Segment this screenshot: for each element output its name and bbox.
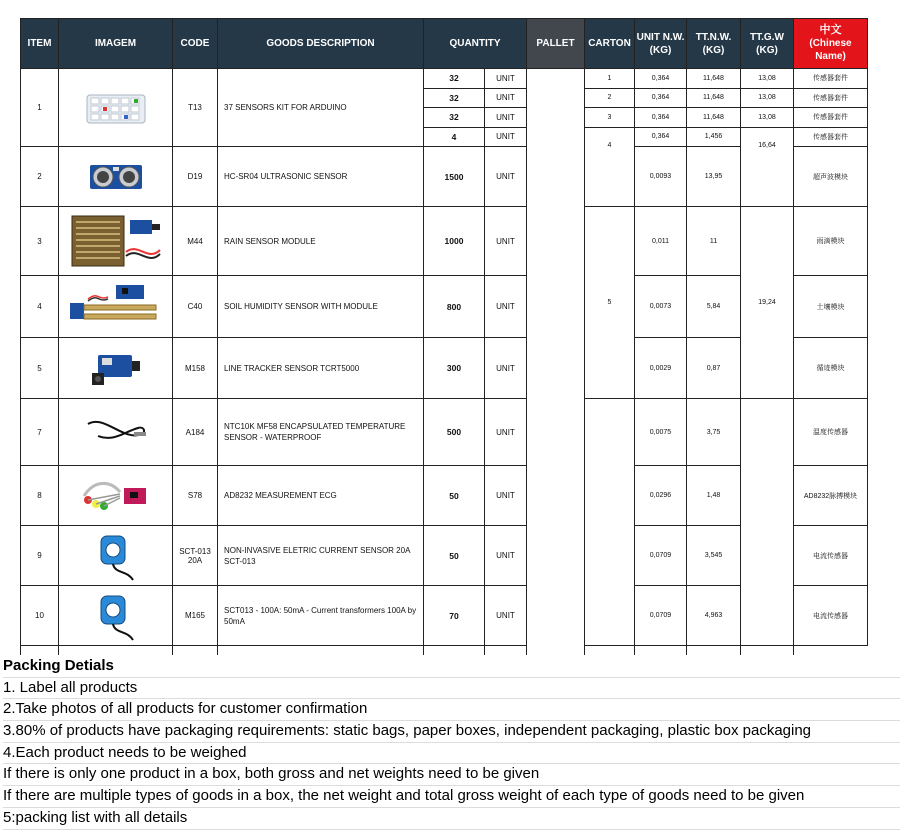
- total-gross-weight: 13,08: [741, 88, 794, 108]
- total-net-weight: 4,963: [687, 586, 741, 646]
- unit-net-weight: 0,0296: [635, 466, 687, 526]
- unit: UNIT: [485, 147, 527, 207]
- unit-net-weight: 0,364: [635, 69, 687, 89]
- soil-sensor-icon: [68, 281, 164, 333]
- gross-weight-cell: [741, 399, 794, 646]
- carton-number: 3: [585, 108, 635, 128]
- sensor-kit-box-icon: [83, 88, 149, 128]
- product-code: M165: [173, 586, 218, 646]
- chinese-name: 温度传感器: [794, 399, 868, 466]
- quantity: 300: [424, 338, 485, 399]
- total-net-weight: 0,87: [687, 338, 741, 399]
- packing-note: If there is only one product in a box, both gross and net weights need to be given: [3, 764, 900, 786]
- chinese-name: 电流传感器: [794, 586, 868, 646]
- total-net-weight: 1,48: [687, 466, 741, 526]
- total-net-weight: 1,456: [687, 127, 741, 147]
- chinese-name: 土壤模块: [794, 276, 868, 338]
- chinese-name: 循迹模块: [794, 338, 868, 399]
- col-carton: CARTON: [585, 19, 635, 69]
- item-number: 2: [21, 147, 59, 207]
- quantity: 32: [424, 88, 485, 108]
- packing-note: 3.80% of products have packaging requirements: static bags, paper boxes, independent packaging, plastic box packaging: [3, 721, 900, 743]
- total-net-weight: 11,648: [687, 88, 741, 108]
- table-row: [21, 338, 868, 399]
- total-net-weight: 11: [687, 207, 741, 276]
- table-row: [21, 147, 868, 207]
- product-code: A184: [173, 399, 218, 466]
- col-tt-nw: TT.N.W. (KG): [687, 19, 741, 69]
- packing-note: 5:packing list with all details: [3, 808, 900, 830]
- carton-number: 4: [585, 127, 635, 207]
- col-description: GOODS DESCRIPTION: [218, 19, 424, 69]
- total-net-weight: 3,545: [687, 526, 741, 586]
- quantity: 1000: [424, 207, 485, 276]
- line-tracker-icon: [88, 347, 144, 389]
- product-image: [59, 338, 173, 399]
- product-code: S78: [173, 466, 218, 526]
- table-row: [21, 399, 868, 466]
- col-unit-nw: UNIT N.W. (KG): [635, 19, 687, 69]
- packing-note: 2.Take photos of all products for customer confirmation: [3, 699, 900, 721]
- item-number: 4: [21, 276, 59, 338]
- quantity: 70: [424, 586, 485, 646]
- product-code: T13: [173, 69, 218, 147]
- packing-details: [3, 656, 900, 830]
- unit-net-weight: 0,364: [635, 88, 687, 108]
- packing-note: 4.Each product needs to be weighed: [3, 743, 900, 765]
- col-image: IMAGEM: [59, 19, 173, 69]
- carton-cell: [585, 399, 635, 646]
- product-description: NON-INVASIVE ELETRIC CURRENT SENSOR 20A SCT-013: [218, 526, 424, 586]
- quantity: 50: [424, 526, 485, 586]
- unit-net-weight: 0,0093: [635, 147, 687, 207]
- quantity: 800: [424, 276, 485, 338]
- pallet-cell: [527, 69, 585, 656]
- ecg-module-icon: [80, 476, 152, 516]
- quantity: 4: [424, 127, 485, 147]
- total-net-weight: 11,648: [687, 69, 741, 89]
- unit: UNIT: [485, 526, 527, 586]
- col-chinese-name: 中文 (Chinese Name): [794, 19, 868, 69]
- product-description: NTC10K MF58 ENCAPSULATED TEMPERATURE SENSOR - WATERPROOF: [218, 399, 424, 466]
- unit-net-weight: 0,0075: [635, 399, 687, 466]
- current-clamp-icon: [93, 590, 139, 642]
- unit: UNIT: [485, 127, 527, 147]
- total-net-weight: 13,95: [687, 147, 741, 207]
- chinese-name: 传感器套件: [794, 69, 868, 89]
- item-number: 1: [21, 69, 59, 147]
- product-code: M158: [173, 338, 218, 399]
- chinese-name: AD8232脉搏模块: [794, 466, 868, 526]
- product-image: [59, 586, 173, 646]
- chinese-name: 电流传感器: [794, 526, 868, 586]
- unit: UNIT: [485, 466, 527, 526]
- total-gross-weight: 19,24: [741, 207, 794, 399]
- product-image: [59, 466, 173, 526]
- unit: UNIT: [485, 586, 527, 646]
- chinese-name: 传感器套件: [794, 88, 868, 108]
- product-description: 37 SENSORS KIT FOR ARDUINO: [218, 69, 424, 147]
- chinese-name: 雨滴模块: [794, 207, 868, 276]
- product-code: M44: [173, 207, 218, 276]
- item-number: 3: [21, 207, 59, 276]
- unit-net-weight: 0,011: [635, 207, 687, 276]
- col-item: ITEM: [21, 19, 59, 69]
- total-gross-weight: 13,08: [741, 108, 794, 128]
- item-number: 5: [21, 338, 59, 399]
- product-image: [59, 207, 173, 276]
- item-number: 9: [21, 526, 59, 586]
- product-code: C40: [173, 276, 218, 338]
- header-row: [21, 19, 868, 69]
- unit: UNIT: [485, 338, 527, 399]
- unit-net-weight: 0,0029: [635, 338, 687, 399]
- col-tt-gw: TT.G.W (KG): [741, 19, 794, 69]
- table-row: [21, 69, 868, 89]
- quantity: 1500: [424, 147, 485, 207]
- unit: UNIT: [485, 207, 527, 276]
- unit-net-weight: 0,364: [635, 127, 687, 147]
- table-row: [21, 466, 868, 526]
- chinese-name: 传感器套件: [794, 127, 868, 147]
- product-image: [59, 276, 173, 338]
- total-net-weight: 3,75: [687, 399, 741, 466]
- product-description: LINE TRACKER SENSOR TCRT5000: [218, 338, 424, 399]
- unit: UNIT: [485, 276, 527, 338]
- carton-number: 5: [585, 207, 635, 399]
- table-row: [21, 586, 868, 646]
- product-description: HC-SR04 ULTRASONIC SENSOR: [218, 147, 424, 207]
- unit: UNIT: [485, 399, 527, 466]
- table-row: [21, 526, 868, 586]
- ultrasonic-sensor-icon: [88, 161, 144, 193]
- packing-list-table: [20, 18, 868, 655]
- product-description: SCT013 - 100A: 50mA - Current transformers 100A by 50mA: [218, 586, 424, 646]
- unit-net-weight: 0,0709: [635, 586, 687, 646]
- current-clamp-icon: [93, 530, 139, 582]
- packing-note: 1. Label all products: [3, 678, 900, 700]
- product-description: SOIL HUMIDITY SENSOR WITH MODULE: [218, 276, 424, 338]
- unit-net-weight: 0,364: [635, 108, 687, 128]
- product-image: [59, 526, 173, 586]
- product-description: RAIN SENSOR MODULE: [218, 207, 424, 276]
- quantity: 32: [424, 69, 485, 89]
- carton-number: 2: [585, 88, 635, 108]
- total-gross-weight: 13,08: [741, 69, 794, 89]
- col-code: CODE: [173, 19, 218, 69]
- col-quantity: QUANTITY: [424, 19, 527, 69]
- temperature-probe-icon: [84, 412, 148, 452]
- total-net-weight: 11,648: [687, 108, 741, 128]
- chinese-name: 超声波模块: [794, 147, 868, 207]
- item-number: 8: [21, 466, 59, 526]
- packing-note: If there are multiple types of goods in a box, the net weight and total gross weight of each type of goods need to be given: [3, 786, 900, 808]
- item-number: 10: [21, 586, 59, 646]
- table-row: [21, 646, 868, 656]
- unit: UNIT: [485, 88, 527, 108]
- product-code: D19: [173, 147, 218, 207]
- unit-net-weight: 0,0073: [635, 276, 687, 338]
- quantity: 500: [424, 399, 485, 466]
- total-gross-weight: 16,64: [741, 127, 794, 207]
- quantity: 50: [424, 466, 485, 526]
- unit: UNIT: [485, 69, 527, 89]
- total-net-weight: 5,84: [687, 276, 741, 338]
- unit: UNIT: [485, 108, 527, 128]
- table-row: [21, 207, 868, 276]
- product-description: AD8232 MEASUREMENT ECG: [218, 466, 424, 526]
- product-image: [59, 147, 173, 207]
- unit-net-weight: 0,0709: [635, 526, 687, 586]
- chinese-name: 传感器套件: [794, 108, 868, 128]
- col-pallet: PALLET: [527, 19, 585, 69]
- item-number: 7: [21, 399, 59, 466]
- product-image: [59, 69, 173, 147]
- product-code: SCT-013 20A: [173, 526, 218, 586]
- table-row: [21, 276, 868, 338]
- product-image: [59, 399, 173, 466]
- rain-sensor-icon: [68, 212, 164, 270]
- packing-details-title: Packing Detials: [3, 656, 900, 678]
- quantity: 32: [424, 108, 485, 128]
- carton-number: 1: [585, 69, 635, 89]
